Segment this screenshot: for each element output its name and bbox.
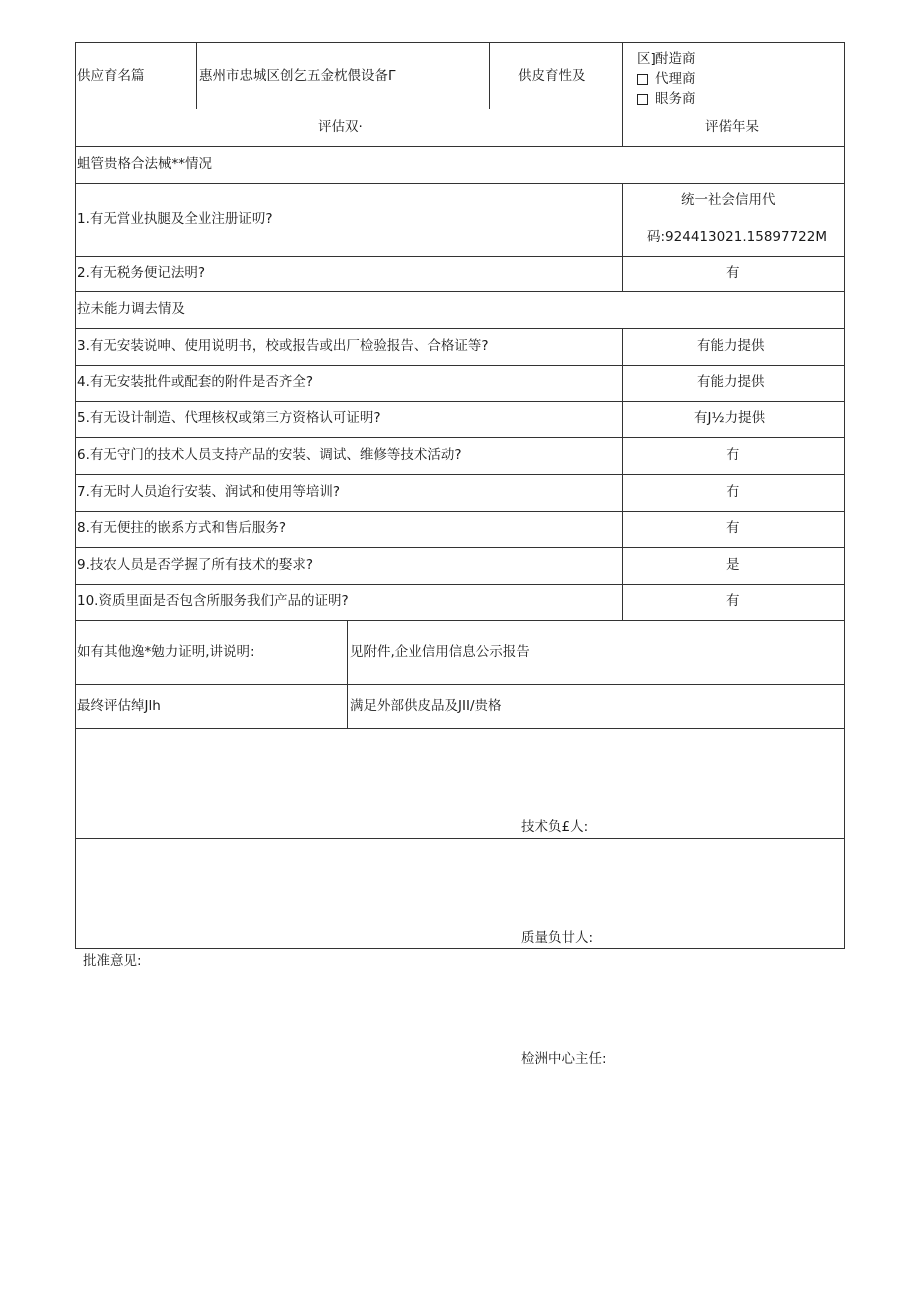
option-label-manufacturer: 酎造商 — [655, 51, 696, 67]
answer-2: 有 — [726, 265, 740, 281]
question-10: 10.资质里面是否包含所服务我们产品的证明? — [77, 593, 349, 609]
question-8: 8.有无便拄的嵌系方式和售后服务? — [77, 520, 287, 536]
other-proof-label: 如有其他逸*勉力证明,讲说明: — [77, 644, 255, 660]
section-title-qualification: 蛆管贵格合法械**情况 — [77, 156, 212, 172]
section-title-technical: 拉未能力调去情及 — [77, 301, 185, 317]
question-5: 5.有无设计制造、代理核权或第三方资格认可证明? — [77, 410, 381, 426]
answer-3: 有能力提供 — [697, 338, 765, 354]
eval-result-label: 评偌年呆 — [705, 119, 759, 135]
table-border-bottom — [75, 948, 845, 949]
answer-6: 冇 — [726, 447, 740, 463]
eval-item-label: 评估双· — [318, 119, 363, 135]
table-border-right — [844, 42, 845, 949]
supplier-name-label: 供应育名篇 — [77, 68, 145, 84]
table-border-left — [75, 42, 76, 949]
supplier-type-label: 供皮育性及 — [518, 68, 586, 84]
answer-4: 有能力提供 — [697, 374, 765, 390]
question-6: 6.有无守门的技术人员支持产品的安装、调试、维修等技术活动? — [77, 447, 462, 463]
supplier-name-value: 惠州市忠城区创乞五金枕偎设备Γ — [199, 68, 396, 84]
approval-label: 批准意见: — [83, 953, 142, 969]
answer-1-line1: 统一社会信用代 — [681, 192, 776, 208]
tech-signature-label: 技术负£人: — [521, 819, 589, 835]
question-3: 3.有无安装说呻、使用说明书，校或报告或出厂检验报告、合格证等? — [77, 338, 489, 354]
director-signature-label: 检洲中心主任: — [521, 1051, 607, 1067]
checkbox-icon — [637, 74, 648, 85]
checkbox-icon — [637, 94, 648, 105]
question-9: 9.技农人员是否学握了所有技术的娶求? — [77, 557, 314, 573]
answer-8: 有 — [726, 520, 740, 536]
checked-mark-icon: 区] — [637, 51, 656, 67]
quality-signature-label: 质量负廿人: — [521, 930, 594, 946]
question-2: 2.有无税务便记法明? — [77, 265, 206, 281]
other-proof-value: 见附件,企业信用信息公示报告 — [350, 644, 530, 660]
option-label-agent: 代理商 — [655, 71, 696, 87]
question-4: 4.有无安装批件或配套的附件是否齐全? — [77, 374, 314, 390]
answer-9: 是 — [726, 557, 740, 573]
table-border-top — [75, 42, 845, 43]
question-7: 7.有无时人员迨行安装、润试和使用等培训? — [77, 484, 341, 500]
answer-7: 冇 — [726, 484, 740, 500]
answer-5: 有J½力提供 — [694, 410, 766, 426]
answer-1-line2: 码:924413021.15897722M — [647, 229, 828, 245]
question-1: 1.有无営业执腿及全业注册证叨? — [77, 211, 273, 227]
final-eval-label: 最终评估绰Jlh — [77, 698, 161, 714]
answer-10: 有 — [726, 593, 740, 609]
final-eval-value: 满足外部供皮品及JII/贵格 — [350, 698, 502, 714]
option-label-service: 眼务商 — [655, 91, 696, 107]
